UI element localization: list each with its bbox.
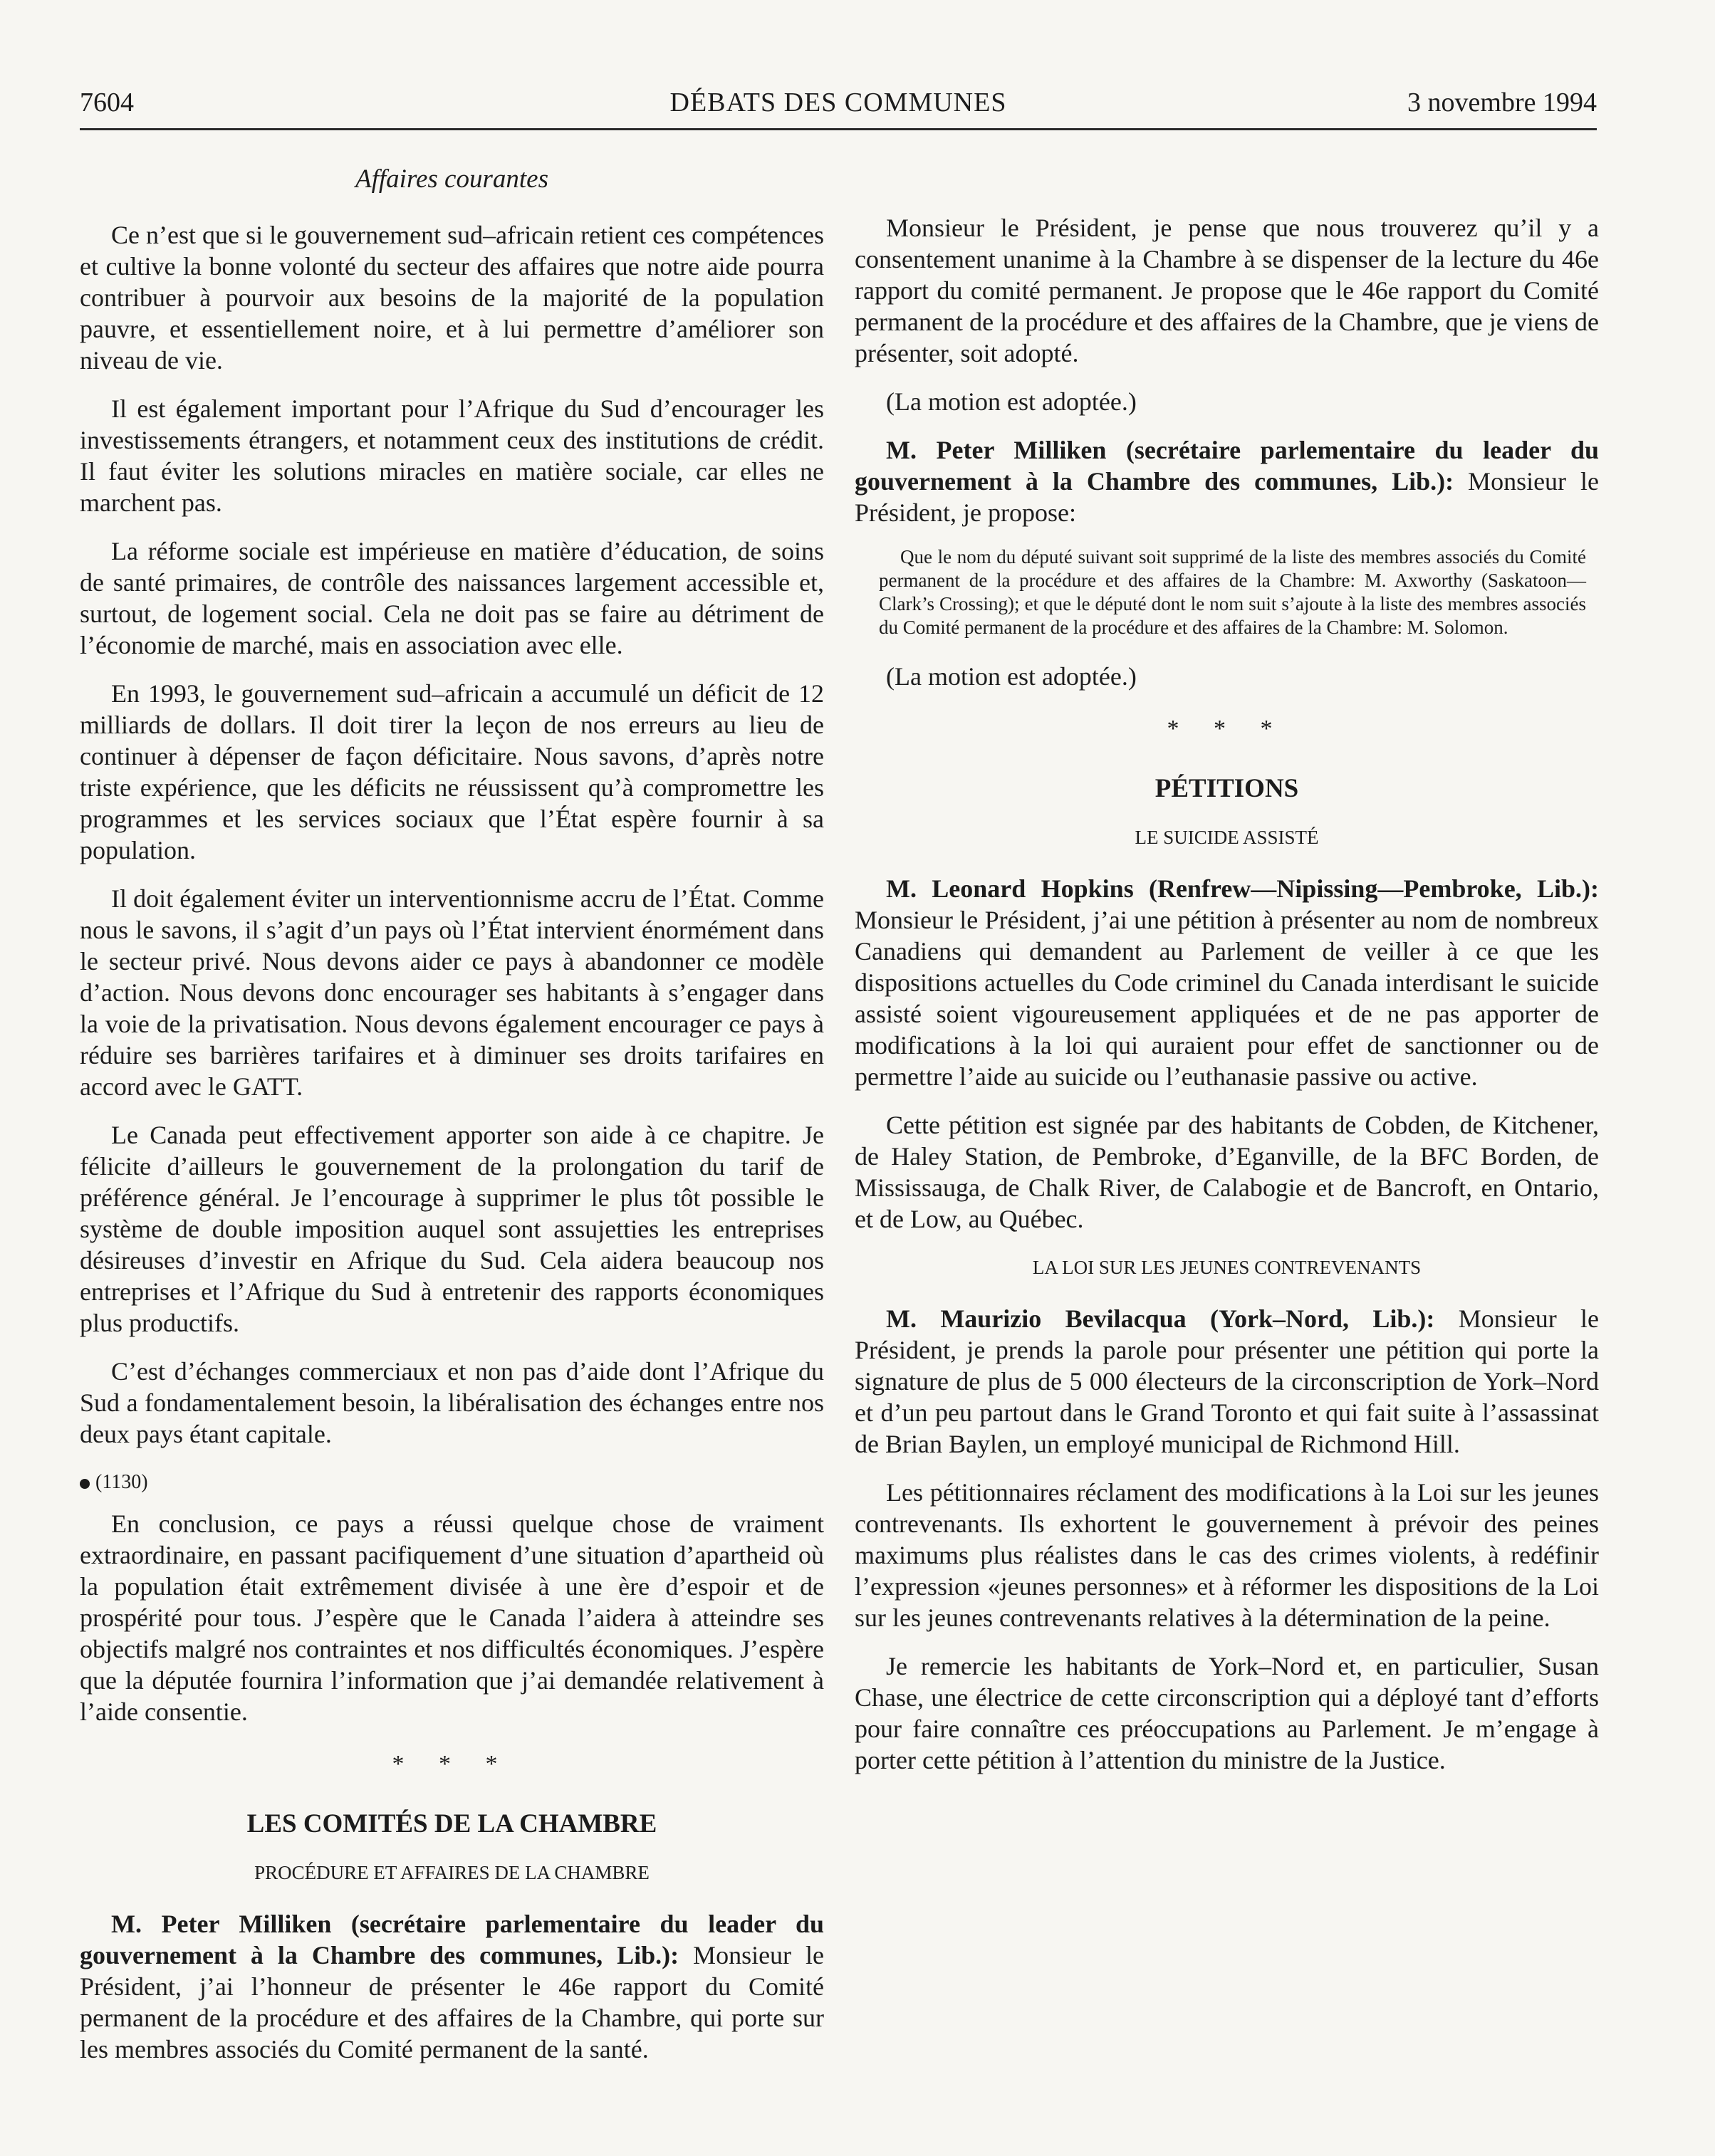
speech-paragraph <box>80 1908 824 2065</box>
subsection-title: LE SUICIDE ASSISTÉ <box>1135 827 1319 848</box>
speech-paragraph <box>855 873 1599 1092</box>
paragraph: Monsieur le Président, je pense que nous trouverez qu’il y a consentement unanime à la Chambre à se dispenser de la lecture du 46e rapport du comité permanent. Je propose que le 46e rapport du Comité permanent de la procédure et des affaires de la Chambre, que je viens de présenter, soit adopté. <box>855 214 1599 367</box>
speech-text: Monsieur le Président, j’ai l’honneur de présenter le 46e rapport du Comité permanent de la procédure et des affaires de la Chambre, qui porte sur les membres associés du Comité permanent de la santé. <box>80 1941 824 2063</box>
paragraph: Ce n’est que si le gouvernement sud–africain retient ces compétences et cultive la bonne volonté du secteur des affaires que notre aide pourra contribuer à pourvoir aux besoins de la majorité de la population pauvre, et essentiellement noire, et à lui permettre d’améliorer son niveau de vie. <box>80 221 824 375</box>
section-title: LES COMITÉS DE LA CHAMBRE <box>246 1809 657 1838</box>
page-header <box>80 84 1597 130</box>
speaker-name: M. Maurizio Bevilacqua (York–Nord, Lib.): <box>886 1304 1435 1333</box>
motion-adopted: (La motion est adoptée.) <box>886 387 1137 416</box>
speaker-name: M. Leonard Hopkins (Renfrew—Nipissing—Pembroke, Lib.): <box>886 874 1599 903</box>
section-separator: * * * <box>1167 716 1287 742</box>
section-separator: * * * <box>392 1751 512 1777</box>
publication-title: DÉBATS DES COMMUNES <box>669 88 1007 117</box>
speech-text: Monsieur le Président, je prends la parole pour présenter une pétition qui porte la signature de plus de 5 000 électeurs de la circonscription de York–Nord et d’un peu partout dans le Grand Toronto et qui fait suite à l’assassinat de Brian Baylen, un employé municipal de Richmond Hill. <box>855 1304 1599 1458</box>
subsection-title: PROCÉDURE ET AFFAIRES DE LA CHAMBRE <box>254 1862 650 1883</box>
paragraph: La réforme sociale est impérieuse en matière d’éducation, de soins de santé primaires, de contrôle des naissances largement accessible et, surtout, de logement social. Cela ne doit pas se faire au détriment de l’économie de marché, mais en association avec elle. <box>80 537 824 659</box>
time-marker-label: (1130) <box>95 1471 148 1493</box>
paragraph: Il doit également éviter un interventionnisme accru de l’État. Comme nous le savons, il s’agit d’un pays où l’État intervient énormément dans le secteur privé. Nous devons aider ce pays à abandonner ce modèle d’action. Nous devons donc encourager ses habitants à s’engager dans la voie de la privatisation. Nous devons également encourager ce pays à réduire ses barrières tarifaires et à diminuer ses droits tarifaires en accord avec le GATT. <box>80 884 824 1101</box>
motion-adopted: (La motion est adoptée.) <box>886 662 1137 691</box>
left-column <box>80 164 824 2082</box>
paragraph: C’est d’échanges commerciaux et non pas d’aide dont l’Afrique du Sud a fondamentalement besoin, la libéralisation des échanges entre nos deux pays étant capitale. <box>80 1357 824 1448</box>
speech-paragraph <box>855 434 1599 528</box>
speech-text: Monsieur le Président, je propose: <box>855 467 1599 527</box>
speaker-name: M. Peter Milliken (secrétaire parlementaire du leader du gouvernement à la Chambre des communes, Lib.): <box>80 1910 824 1969</box>
section-title: PÉTITIONS <box>1154 774 1299 803</box>
time-marker <box>80 1467 824 1498</box>
right-column <box>855 212 1599 1793</box>
paragraph: En conclusion, ce pays a réussi quelque chose de vraiment extraordinaire, en passant pacifiquement d’une situation d’apartheid où la population était extrêmement divisée à une ère d’espoir et de prospérité pour tous. J’espère que le Canada l’aidera à atteindre ses objectifs malgré nos contraintes et nos difficultés économiques. J’espère que la députée fournira l’information que j’ai demandée relativement à l’aide consentie. <box>80 1509 824 1726</box>
page-date: 3 novembre 1994 <box>1407 88 1597 117</box>
speech-text: Monsieur le Président, j’ai une pétition à présenter au nom de nombreux Canadiens qui demandent au Parlement de veiller à ce que les dispositions actuelles du Code criminel du Canada interdisant le suicide assisté soient vigoureusement appliquées et de ne pas apporter de modifications à la loi qui auraient pour effet de sanctionner ou de permettre l’aide au suicide ou l’euthanasie passive ou active. <box>855 906 1599 1091</box>
paragraph: Cette pétition est signée par des habitants de Cobden, de Kitchener, de Haley Station, de Pembroke, d’Eganville, de la BFC Borden, de Mississauga, de Chalk River, de Calabogie et de Bancroft, en Ontario, et de Low, au Québec. <box>855 1111 1599 1233</box>
paragraph: Je remercie les habitants de York–Nord et, en particulier, Susan Chase, une électrice de cette circonscription qui a déployé tant d’efforts pour faire connaître ces préoccupations au Parlement. Je m’engage à porter cette pétition à l’attention du ministre de la Justice. <box>855 1652 1599 1774</box>
paragraph: Les pétitionnaires réclament des modifications à la Loi sur les jeunes contrevenants. Ils exhortent le gouvernement à prévoir des peines maximums plus réalistes dans le cas des crimes violents, à redéfinir l’expression «jeunes personnes» et à réformer les dispositions de la Loi sur les jeunes contrevenants relatives à la détermination de la peine. <box>855 1478 1599 1632</box>
motion-text: Que le nom du député suivant soit supprimé de la liste des membres associés du Comité permanent de la procédure et des affaires de la Chambre: M. Axworthy (Saskatoon—Clark’s Crossing); et que le député dont le nom suit s’ajoute à la liste des membres associés du Comité permanent de la procédure et des affaires de la Chambre: M. Solomon. <box>879 546 1586 638</box>
paragraph: Le Canada peut effectivement apporter son aide à ce chapitre. Je félicite d’ailleurs le gouvernement de la prolongation du tarif de préférence général. Je l’encourage à supprimer le plus tôt possible le système de double imposition auquel sont assujetties les entreprises désireuses d’investir en Afrique du Sud. Cela aidera beaucoup nos entreprises et l’Afrique du Sud à entretenir des rapports économiques plus productifs. <box>80 1121 824 1337</box>
page-number: 7604 <box>80 88 134 117</box>
bullet-icon <box>80 1479 90 1489</box>
speech-paragraph <box>855 1303 1599 1460</box>
paragraph: En 1993, le gouvernement sud–africain a accumulé un déficit de 12 milliards de dollars. Il doit tirer la leçon de nos erreurs au lieu de continuer à dépenser de façon déficitaire. Nous savons, d’après notre triste expérience, que les déficits ne réussissent qu’à compromettre les programmes et les services sociaux que l’État espère fournir à sa population. <box>80 679 824 864</box>
subsection-title: LA LOI SUR LES JEUNES CONTREVENANTS <box>1032 1257 1422 1278</box>
paragraph: Il est également important pour l’Afrique du Sud d’encourager les investissements étrangers, et notamment ceux des institutions de crédit. Il faut éviter les solutions miracles en matière sociale, car elles ne marchent pas. <box>80 394 824 517</box>
speaker-name: M. Peter Milliken (secrétaire parlementaire du leader du gouvernement à la Chambre des communes, Lib.): <box>855 436 1599 496</box>
section-rubric: Affaires courantes <box>355 164 548 194</box>
